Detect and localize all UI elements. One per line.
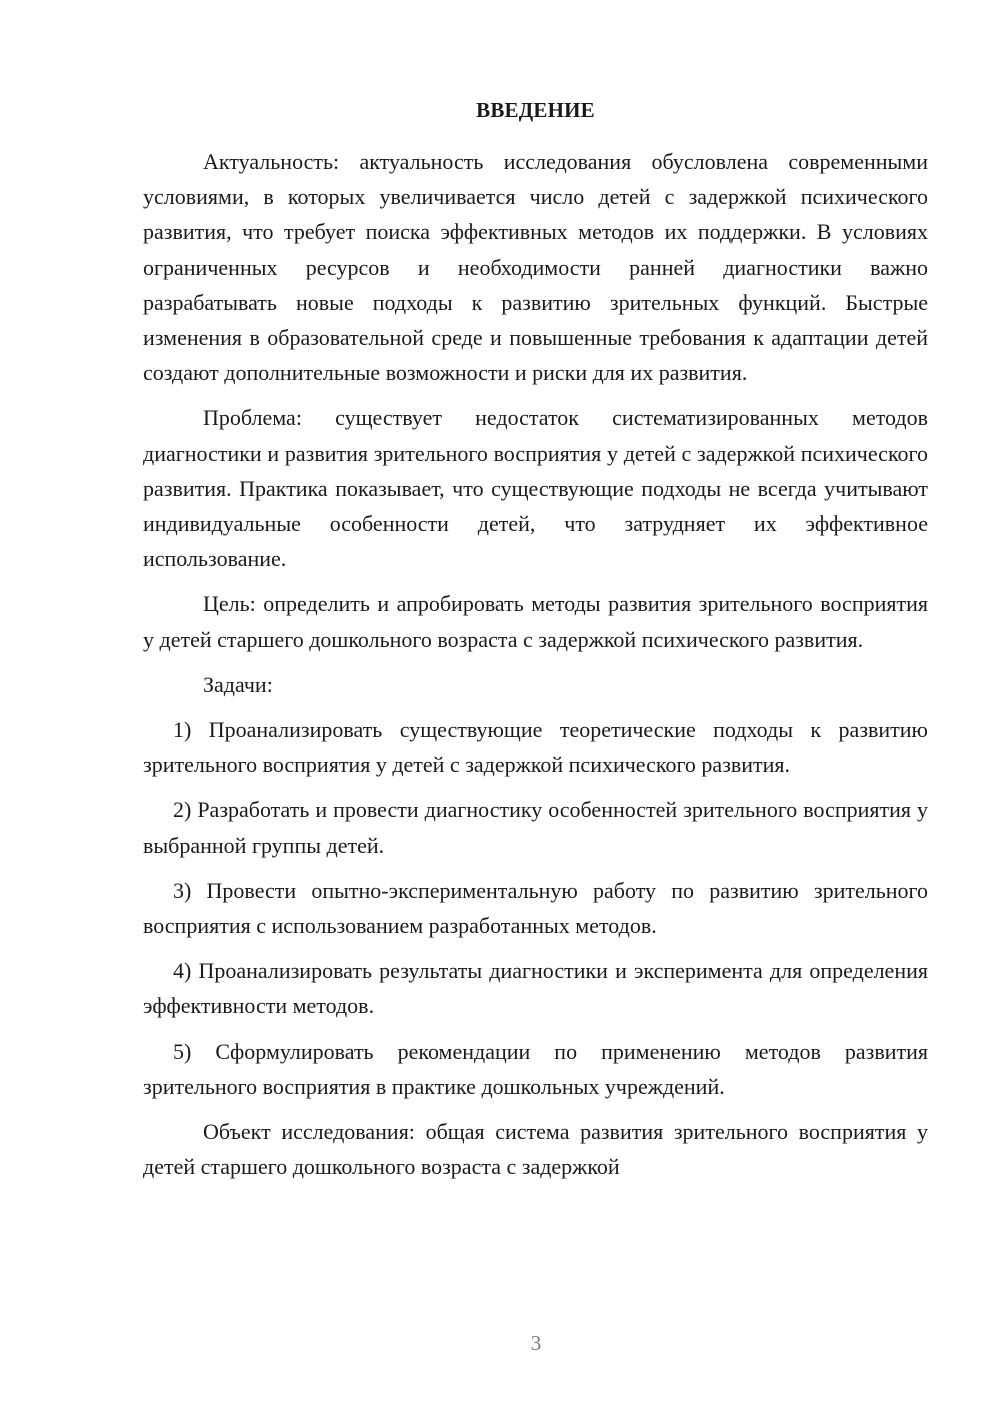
task-item: 1) Проанализировать существующие теоретические подходы к развитию зрительного восприятия у детей с задержкой психического развития. <box>143 717 928 778</box>
paragraph-problem: Проблема: существует недостаток систематизированных методов диагностики и развития зрительного восприятия у детей с задержкой психического развития. Практика показывает, что существующие подходы не всегда учитывают индивидуальные особенности детей, что затрудняет их эффективное использование. <box>143 405 928 572</box>
task-item: 2) Разработать и провести диагностику особенностей зрительного восприятия у выбранной группы детей. <box>143 797 928 858</box>
document-page <box>143 96 928 1194</box>
paragraph-relevance: Актуальность: актуальность исследования обусловлена современными условиями, в которых увеличивается число детей с задержкой психического развития, что требует поиска эффективных методов их поддержки. В условиях ограниченных ресурсов и необходимости ранней диагностики важно разрабатывать новые подходы к развитию зрительных функций. Быстрые изменения в образовательной среде и повышенные требования к адаптации детей создают дополнительные возможности и риски для их развития. <box>143 149 928 386</box>
tasks-heading: Задачи: <box>203 671 273 697</box>
task-item: 3) Провести опытно-экспериментальную работу по развитию зрительного восприятия с использованием разработанных методов. <box>143 877 928 939</box>
page-number: 3 <box>530 1331 542 1355</box>
task-item: 4) Проанализировать результаты диагностики и эксперимента для определения эффективности методов. <box>143 958 928 1019</box>
section-title: ВВЕДЕНИЕ <box>476 98 595 122</box>
tasks-list <box>143 712 928 1104</box>
paragraph-object: Объект исследования: общая система развития зрительного восприятия у детей старшего дошкольного возраста с задержкой <box>143 1119 928 1180</box>
task-item: 5) Сформулировать рекомендации по применению методов развития зрительного восприятия в практике дошкольных учреждений. <box>143 1038 928 1099</box>
paragraph-goal: Цель: определить и апробировать методы развития зрительного восприятия у детей старшего дошкольного возраста с задержкой психического развития. <box>143 591 928 652</box>
